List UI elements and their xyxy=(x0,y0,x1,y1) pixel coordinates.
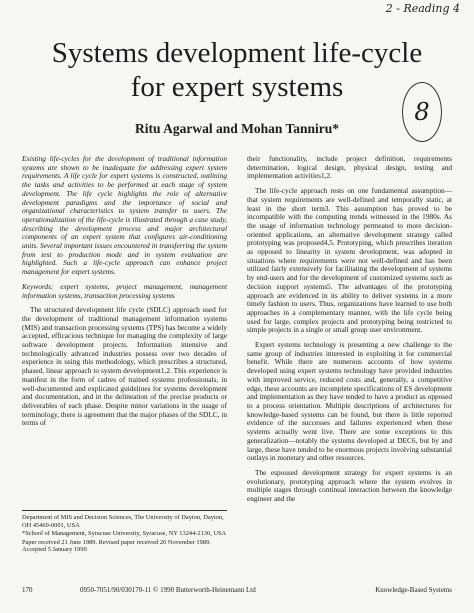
handwritten-circled-number: 8 xyxy=(402,82,442,142)
handwritten-note: 2 - Reading 4 xyxy=(385,2,460,15)
paper-history: Paper received 21 June 1989. Revised paper received 20 November 1989. Accepted 5 January 1990 xyxy=(22,538,211,554)
copyright-line: 0950-7051/90/030170-11 © 1990 Butterworth-Heinemann Ltd xyxy=(80,586,256,594)
page-footer xyxy=(22,586,452,596)
keywords: Keywords: expert systems, project management, management information systems, transaction processing systems xyxy=(22,281,227,300)
left-column xyxy=(22,155,227,434)
body-paragraph: Expert systems technology is presenting a new challenge to the same group of industries interested in exploiting it for commercial benefit. While there are numerous accounts of how systems developed using expert systems technology have provided industries with improved service, reduced costs and, generally, a competitive edge, these accounts are incomplete specifications of ES development and implementation as they have tended to have a product as opposed to a process orientation. Multiple descriptions of architectures for knowledge-based systems can be found, but there is little reported evidence of the successes and failures experienced when these systems actually went live. There are some exceptions to this generalization—notably the systems developed at DEC6, but by and large, these have tended to be enormous projects involving substantial outlays in monetary and other resources. xyxy=(247,340,452,463)
affiliations-footnote xyxy=(22,510,227,555)
affiliation-line: Department of MIS and Decision Sciences, The University of Dayton, Dayton, OH 45469-0001, USA xyxy=(22,514,224,529)
affiliation-line: *School of Management, Syracuse University, Syracuse, NY 13244-2130, USA xyxy=(22,530,227,538)
page-number: 170 xyxy=(22,586,33,594)
title-line-1: Systems development life-cycle xyxy=(51,37,423,69)
body-paragraph: The structured development life cycle (SDLC) approach used for the development of traditional management information systems (MIS) and transaction processing systems (TPS) has become a widely accepted, efficacious technique for managing the complexity of large software development projects. Information intensive and technologically advanced industries possess over two decades of experience in using this methodology, which prescribes a structured, phased, linear approach to system development1,2. This experience is manifest in the form of cadres of trained systems professionals, in well-documented and explicated guidelines for systems development and documentation, and in the delineation of the precise products or deliverables of each phase. Despite minor variations in the usage of terminology, there is agreement that the major phases of the SDLC, in terms of xyxy=(22,305,227,428)
body-paragraph: The life-cycle approach rests on one fundamental assumption—that system requirements are well-defined and temporally static, at least in the short term3. This assumption has proved to be incompatible with the computing trends witnessed in the 1980s. As the usage of information technology permeated to more decision-oriented applications, an alternative development strategy called prototyping was proposed4,5. Prototyping, which prescribes iteration as opposed to linearity in system development, was adopted in situations where requirements were not well-defined and has been utilized fairly extensively for facilitating the development of systems by end-users and for the development of customized systems such as decision support systems5. The advantages of the prototyping approach are evidenced in its ability to deliver systems in a more timely fashion to users. Thus, organizations have learned to use both approaches in a complementary manner, with the life cycle being used for large, complex projects and prototyping being restricted to simple projects in a single or small group user environment. xyxy=(247,186,452,335)
body-paragraph: their functionality, include project definition, requirements determination, logical design, physical design, testing and implementation activities1,2. xyxy=(247,154,452,181)
body-paragraph: The espoused development strategy for expert systems is an evolutionary, prototyping approach where the system evolves in multiple stages through continual interaction between the knowledge engineer and the xyxy=(247,467,452,504)
authors: Ritu Agarwal and Mohan Tanniru* xyxy=(134,121,340,136)
abstract: Existing life-cycles for the development of traditional information systems are shown to be inadequate for addressing expert system requirements. A life cycle for expert systems is constructed, outlining the tasks and activities to be performed at each stage of system development. The life cycle highlights the role of alternative development paradigms and the importance of social and organizational characteristics to system transfer to users. The operationalization of the life-cycle is illustrated through a case study, describing the development process and major architectural components of an expert system that configures air-conditioning units. Several important issues encountered in transferring the system from test to production mode and in system evaluation are highlighted. Such a life-cycle approach can enhance project management for expert systems. xyxy=(22,154,227,277)
paper-title xyxy=(0,36,474,104)
journal-name: Knowledge-Based Systems xyxy=(375,586,452,594)
right-column xyxy=(247,155,452,510)
title-line-2: for expert systems xyxy=(130,71,344,103)
